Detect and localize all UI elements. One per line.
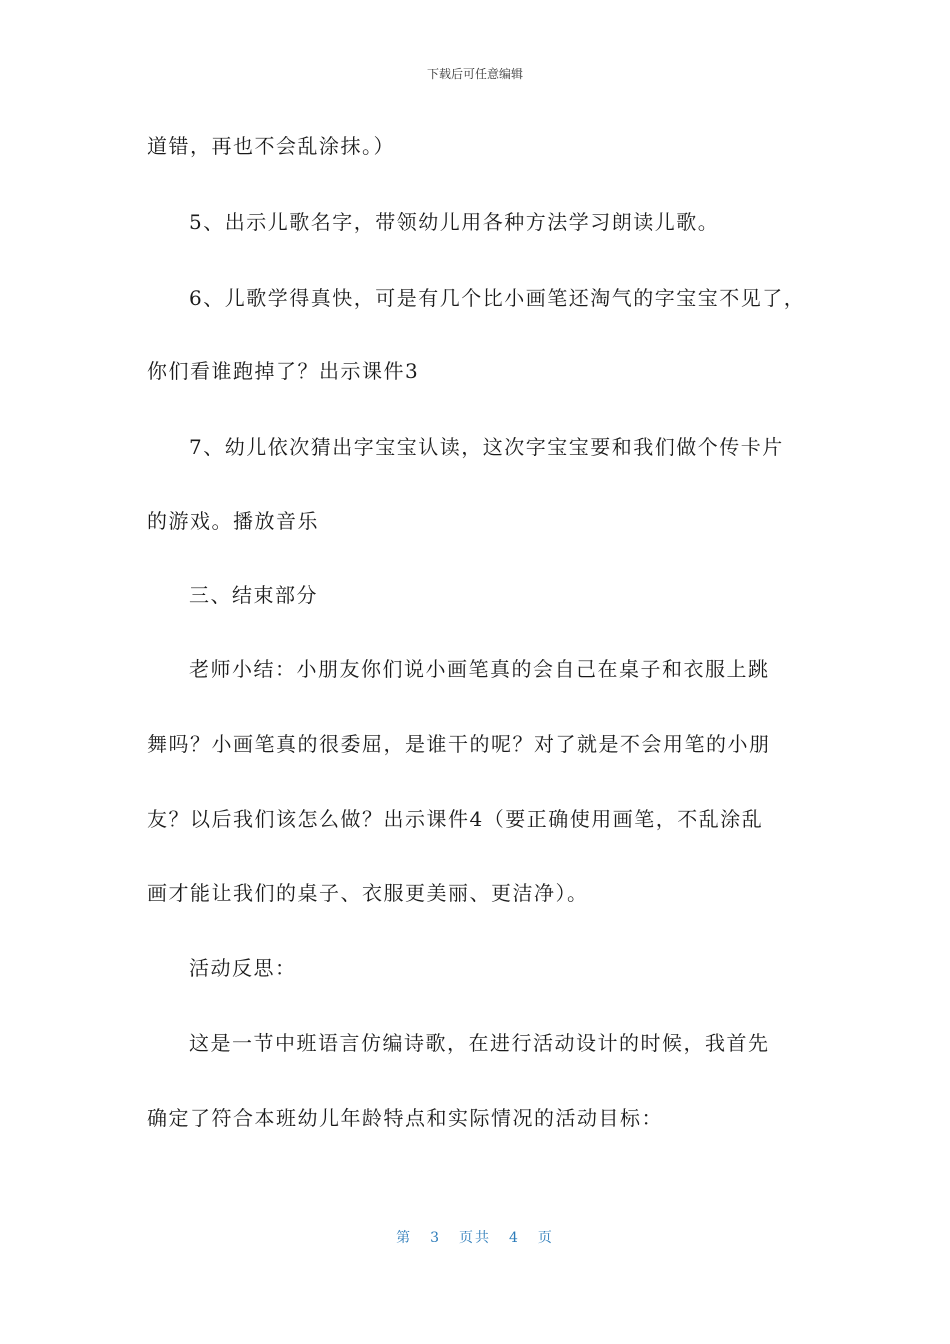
paragraph-line: 6、儿歌学得真快，可是有几个比小画笔还淘气的字宝宝不见了， <box>189 286 806 310</box>
paragraph-line: 友？以后我们该怎么做？出示课件4（要正确使用画笔，不乱涂乱 <box>147 807 764 831</box>
paragraph-line: 确定了符合本班幼儿年龄特点和实际情况的活动目标： <box>147 1106 663 1130</box>
section-heading: 活动反思： <box>189 956 297 980</box>
paragraph-line: 7、幼儿依次猜出字宝宝认读，这次字宝宝要和我们做个传卡片 <box>189 435 784 459</box>
paragraph-line: 5、出示儿歌名字，带领幼儿用各种方法学习朗读儿歌。 <box>189 210 720 234</box>
page-footer <box>0 1228 950 1248</box>
paragraph-line: 道错，再也不会乱涂抹。） <box>147 134 395 158</box>
paragraph-line: 这是一节中班语言仿编诗歌，在进行活动设计的时候，我首先 <box>189 1031 770 1055</box>
page-header-note: 下载后可任意编辑 <box>426 67 523 81</box>
current-page-number: 3 <box>430 1230 441 1246</box>
paragraph-line: 的游戏。播放音乐 <box>147 509 319 533</box>
footer-middle: 页共 <box>459 1230 491 1246</box>
footer-prefix: 第 <box>396 1230 413 1246</box>
paragraph-line: 你们看谁跑掉了？出示课件3 <box>147 359 420 383</box>
section-heading: 三、结束部分 <box>189 583 318 607</box>
paragraph-line: 老师小结：小朋友你们说小画笔真的会自己在桌子和衣服上跳 <box>189 657 770 681</box>
paragraph-line: 舞吗？小画笔真的很委屈，是谁干的呢？对了就是不会用笔的小朋 <box>147 732 771 756</box>
paragraph-line: 画才能让我们的桌子、衣服更美丽、更洁净）。 <box>147 881 589 905</box>
total-page-number: 4 <box>509 1230 520 1246</box>
footer-suffix: 页 <box>537 1230 554 1246</box>
